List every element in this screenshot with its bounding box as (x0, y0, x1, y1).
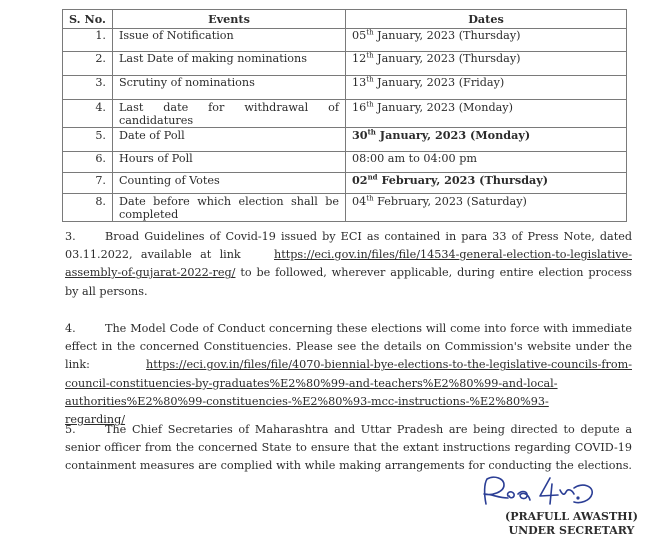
row-date: 16th January, 2023 (Monday) (346, 100, 627, 128)
election-schedule-table (62, 9, 627, 222)
row-sno: 2. (63, 52, 113, 76)
table-row (63, 29, 627, 52)
paragraph-4-line5 (65, 393, 632, 411)
row-date: 05th January, 2023 (Thursday) (346, 29, 627, 52)
paragraph-4-line4 (65, 375, 632, 393)
paragraph-3-line1: 3. Broad Guidelines of Covid-19 issued by ECI as contained in para 33 of Press Note, dated (65, 230, 632, 243)
row-date: 13th January, 2023 (Friday) (346, 76, 627, 100)
table-row (63, 76, 627, 100)
signatory-block (505, 510, 638, 538)
paragraph-3-line3: assembly-of-gujarat-2022-reg/ to be followed, wherever applicable, during entire election process (65, 266, 632, 280)
paragraph-3 (65, 228, 632, 301)
mcc-link-cont-3[interactable]: regarding/ (65, 413, 126, 427)
row-sno: 7. (63, 173, 113, 194)
mcc-link-cont-2[interactable]: authorities%E2%80%99-constituencies-%E2%80%93-mcc-instructions-%E2%80%93- (65, 394, 549, 408)
row-sno: 6. (63, 152, 113, 173)
table-header-row (63, 10, 627, 29)
signature-image (478, 474, 598, 510)
paragraph-3-line4: by all persons. (65, 284, 148, 298)
paragraph-5-line1: 5. The Chief Secretaries of Maharashtra and Uttar Pradesh are being directed to depute a (65, 423, 632, 436)
table-row (63, 152, 627, 173)
covid-guidelines-link-cont[interactable]: assembly-of-gujarat-2022-reg/ (65, 266, 236, 280)
header-events: Events (113, 10, 346, 29)
covid-guidelines-link[interactable]: https://eci.gov.in/files/file/14534-general-election-to-legislative- (274, 248, 632, 262)
row-date: 02nd February, 2023 (Thursday) (346, 173, 627, 194)
row-event: Scrutiny of nominations (113, 76, 346, 100)
signatory-name: (PRAFULL AWASTHI) (505, 510, 638, 523)
header-sno: S. No. (63, 10, 113, 29)
paragraph-4-line3: link: https://eci.gov.in/files/file/4070-biennial-bye-elections-to-the-legislative-councils-from- (65, 358, 632, 372)
mcc-link[interactable]: https://eci.gov.in/files/file/4070-biennial-bye-elections-to-the-legislative-councils-from- (146, 358, 632, 372)
paragraph-4-line2: effect in the concerned Constituencies. Please see the details on Commission's website under the (65, 340, 632, 354)
paragraph-5-line3: containment measures are complied with while making arrangements for conducting the elections. (65, 459, 632, 473)
row-sno: 8. (63, 194, 113, 222)
row-date: 04th February, 2023 (Saturday) (346, 194, 627, 222)
row-event: Hours of Poll (113, 152, 346, 173)
row-event: Issue of Notification (113, 29, 346, 52)
table-row (63, 194, 627, 222)
row-event-line2: completed (119, 208, 179, 221)
row-event: Counting of Votes (113, 173, 346, 194)
paragraph-5 (65, 421, 632, 476)
row-sno: 5. (63, 128, 113, 152)
row-event (113, 100, 346, 128)
table-row (63, 173, 627, 194)
row-event: Date of Poll (113, 128, 346, 152)
mcc-link-cont-1[interactable]: council-constituencies-by-graduates%E2%80%99-and-teachers%E2%80%99-and-local- (65, 376, 558, 390)
row-date: 12th January, 2023 (Thursday) (346, 52, 627, 76)
row-event (113, 194, 346, 222)
row-event: Last Date of making nominations (113, 52, 346, 76)
paragraph-5-line2: senior officer from the concerned State to ensure that the extant instructions regarding COVID-19 (65, 441, 632, 455)
table-row (63, 128, 627, 152)
paragraph-3-line2: 03.11.2022, available at link https://eci.gov.in/files/file/14534-general-election-to-legislative- (65, 248, 632, 262)
paragraph-4 (65, 320, 632, 429)
row-sno: 1. (63, 29, 113, 52)
row-sno: 4. (63, 100, 113, 128)
paragraph-4-line1: 4. The Model Code of Conduct concerning these elections will come into force with immediate (65, 322, 632, 335)
header-dates: Dates (346, 10, 627, 29)
row-event-line1: Last date for withdrawal of (119, 101, 339, 114)
row-date: 30th January, 2023 (Monday) (346, 128, 627, 152)
row-event-line1: Date before which election shall be (119, 195, 339, 208)
table-row (63, 52, 627, 76)
table-row (63, 100, 627, 128)
row-sno: 3. (63, 76, 113, 100)
row-date: 08:00 am to 04:00 pm (346, 152, 627, 173)
signatory-designation: UNDER SECRETARY (508, 524, 635, 537)
row-event-line2: candidatures (119, 114, 194, 127)
